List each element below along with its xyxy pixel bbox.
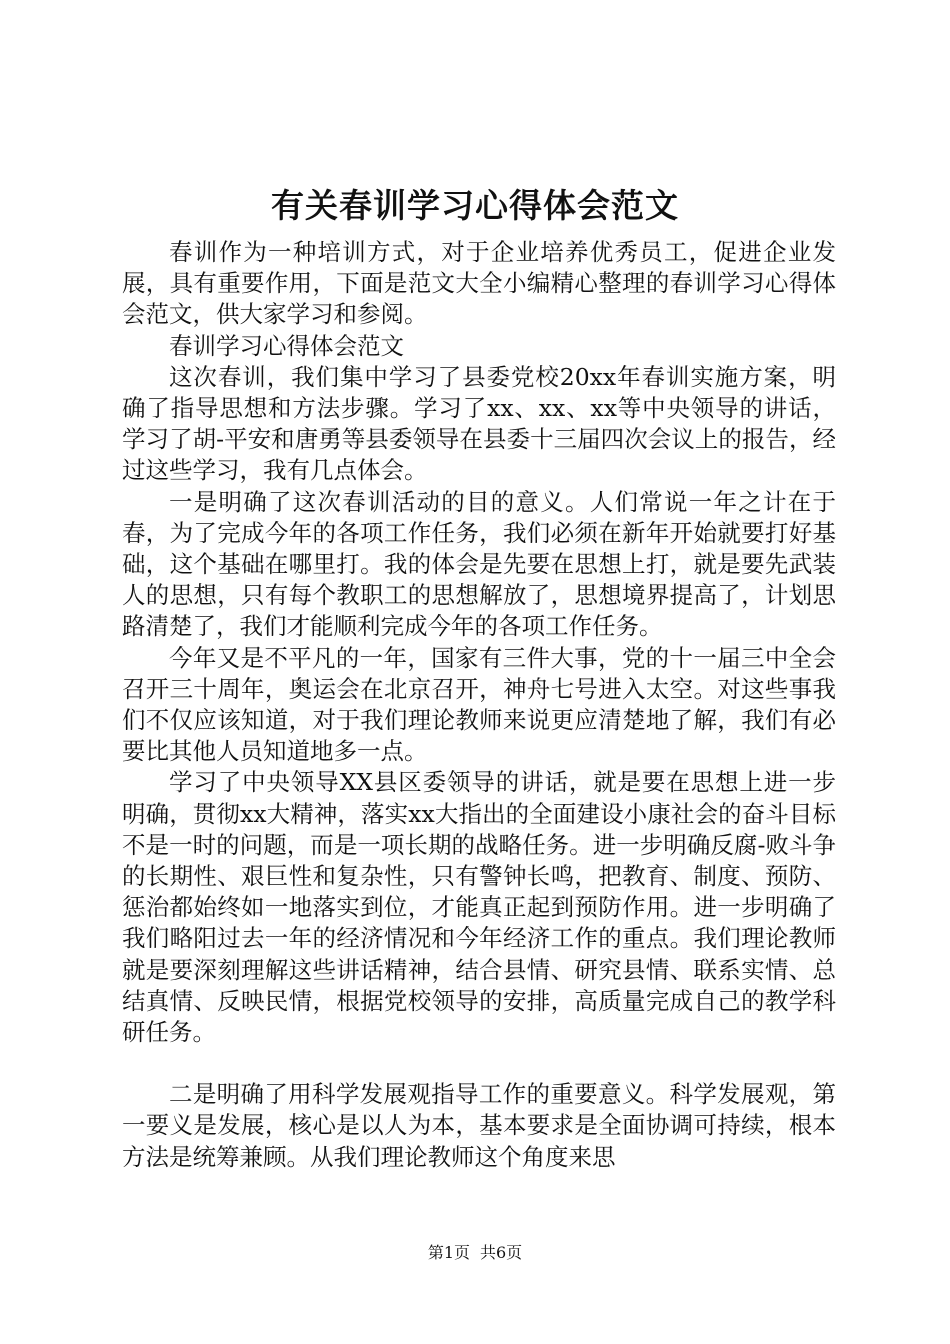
page-total: 共6页 (480, 1243, 523, 1262)
page-footer (0, 1241, 950, 1265)
body-paragraph: 今年又是不平凡的一年，国家有三件大事，党的十一届三中全会召开三十周年，奥运会在北京召开，神舟七号进入太空。对这些事我们不仅应该知道，对于我们理论教师来说更应清楚地了解，我们有必要比其他人员知道地多一点。 (122, 643, 836, 766)
intro-paragraph: 春训作为一种培训方式，对于企业培养优秀员工，促进企业发展，具有重要作用，下面是范文大全小编精心整理的春训学习心得体会范文，供大家学习和参阅。 (122, 238, 836, 329)
body-paragraph: 一是明确了这次春训活动的目的意义。人们常说一年之计在于春，为了完成今年的各项工作任务，我们必须在新年开始就要打好基础，这个基础在哪里打。我的体会是先要在思想上打，就是要先武装人的思想，只有每个教职工的思想解放了，思想境界提高了，计划思路清楚了，我们才能顺利完成今年的各项工作任务。 (122, 487, 836, 641)
body-paragraph: 这次春训，我们集中学习了县委党校20xx年春训实施方案，明确了指导思想和方法步骤。学习了xx、xx、xx等中央领导的讲话，学习了胡-平安和唐勇等县委领导在县委十三届四次会议上的报告，经过这些学习，我有几点体会。 (122, 362, 836, 485)
page-number: 第1页 (427, 1243, 470, 1262)
body-paragraph: 学习了中央领导XX县区委领导的讲话，就是要在思想上进一步明确，贯彻xx大精神，落实xx大指出的全面建设小康社会的奋斗目标不是一时的问题，而是一项长期的战略任务。进一步明确反腐-败斗争的长期性、艰巨性和复杂性，只有警钟长鸣，把教育、制度、预防、惩治都始终如一地落实到位，才能真正起到预防作用。进一步明确了我们略阳过去一年的经济情况和今年经济工作的重点。我们理论教师就是要深刻理解这些讲话精神，结合县情、研究县情、联系实情、总结真情、反映民情，根据党校领导的安排，高质量完成自己的教学科研任务。 (122, 768, 836, 1047)
document-title: 有关春训学习心得体会范文 (271, 186, 679, 225)
body-paragraph: 二是明确了用科学发展观指导工作的重要意义。科学发展观，第一要义是发展，核心是以人为本，基本要求是全面协调可持续，根本方法是统筹兼顾。从我们理论教师这个角度来思 (122, 1080, 836, 1171)
section-heading: 春训学习心得体会范文 (169, 331, 404, 360)
document-body (122, 237, 836, 1173)
